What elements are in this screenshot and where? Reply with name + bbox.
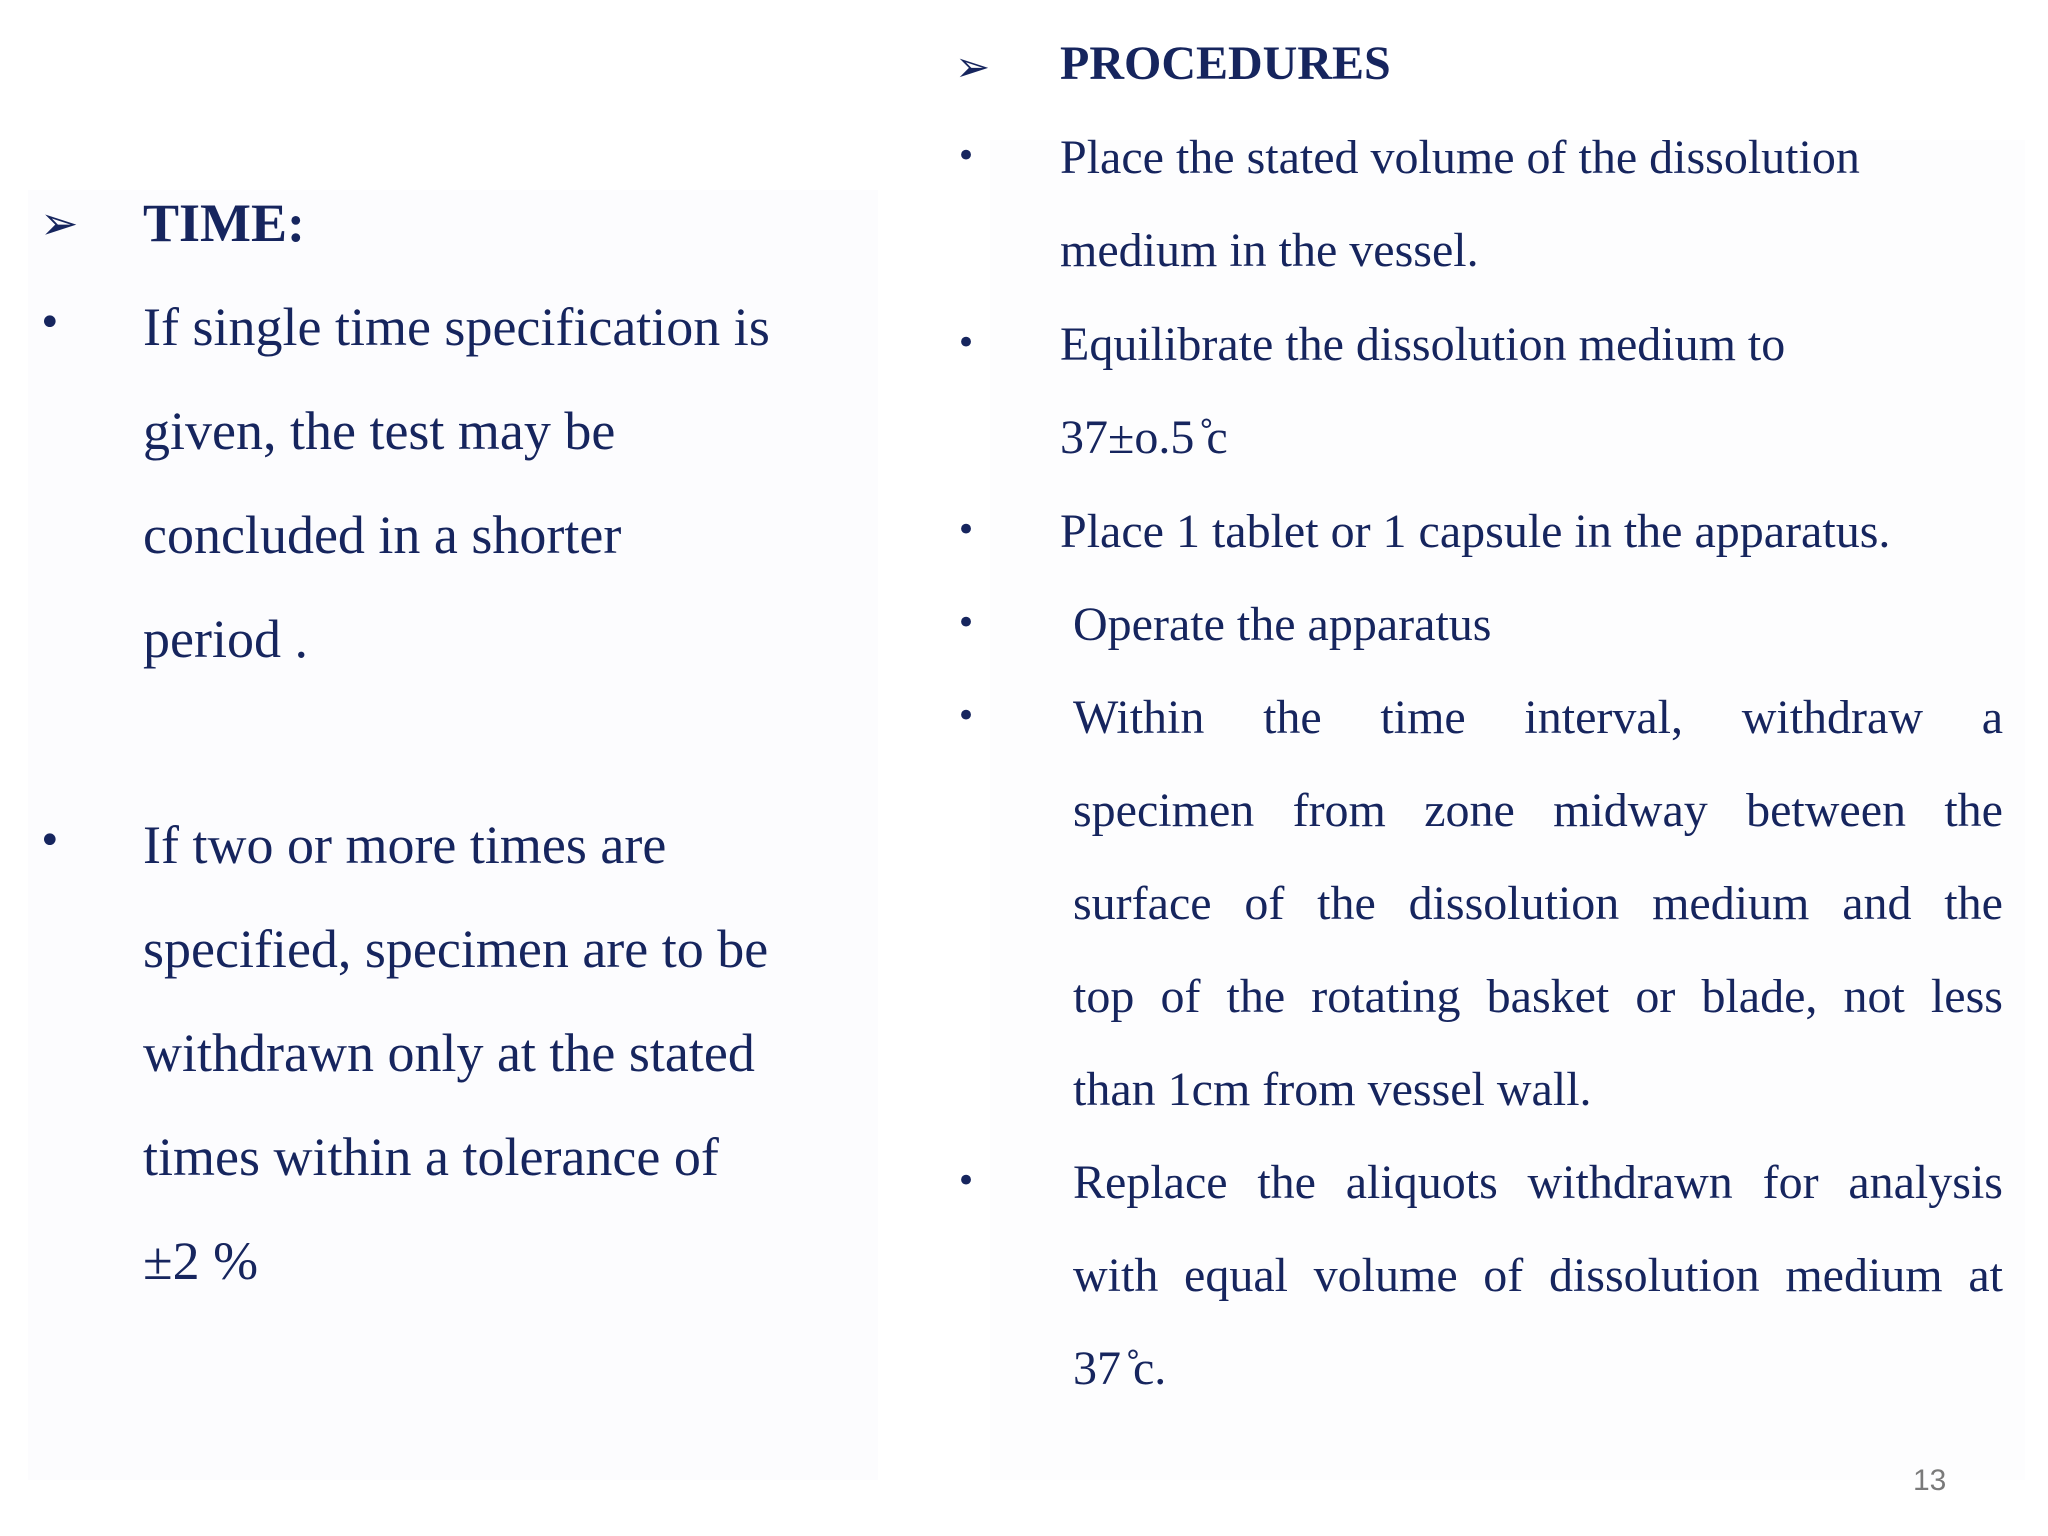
word: the <box>1317 877 1376 930</box>
word: blade, <box>1701 970 1818 1023</box>
word: at <box>1968 1249 2003 1302</box>
text-line: concluded in a shorter <box>143 505 622 565</box>
text-line: If single time specification is <box>143 297 770 357</box>
bullet-icon: • <box>38 300 62 346</box>
word: midway <box>1553 784 1708 837</box>
word: or <box>1635 970 1676 1023</box>
word: withdraw <box>1741 691 1923 744</box>
text-line: ±2 % <box>143 1231 259 1291</box>
text-line <box>1073 876 2003 931</box>
page-number: 13 <box>1913 1464 1947 1497</box>
text-line: times within a tolerance of <box>143 1127 719 1187</box>
word: of <box>1160 970 1201 1023</box>
word: Within <box>1073 691 1205 744</box>
word: zone <box>1424 784 1515 837</box>
word: the <box>1263 691 1322 744</box>
text-line <box>1073 1248 2003 1303</box>
word: a <box>1981 691 2003 744</box>
word: basket <box>1486 970 1610 1023</box>
text-line: Equilibrate the dissolution medium to <box>1060 318 1786 371</box>
text-line <box>1073 783 2003 838</box>
word: interval, <box>1524 691 1684 744</box>
text-line: 37±o.5 ̊c <box>1060 411 1228 464</box>
bullet-icon: • <box>38 818 62 864</box>
word: rotating <box>1311 970 1461 1023</box>
bullet-icon: • <box>956 136 977 176</box>
word: surface <box>1073 877 1212 930</box>
word: the <box>1257 1156 1316 1209</box>
word: of <box>1244 877 1285 930</box>
bullet-icon: • <box>956 510 977 550</box>
bullet-icon: • <box>956 1161 977 1201</box>
word: medium <box>1785 1249 1943 1302</box>
text-line <box>1073 690 2003 745</box>
word: time <box>1380 691 1466 744</box>
word: withdrawn <box>1527 1156 1733 1209</box>
arrow-bullet-icon: ➢ <box>955 42 991 91</box>
bullet-icon: • <box>956 323 977 363</box>
word: volume <box>1313 1249 1458 1302</box>
word: not <box>1843 970 1905 1023</box>
text-line: Place the stated volume of the dissolution <box>1060 131 1860 184</box>
word: medium <box>1652 877 1810 930</box>
word: specimen <box>1073 784 1255 837</box>
text-line: given, the test may be <box>143 401 616 461</box>
word: from <box>1292 784 1386 837</box>
text-line: If two or more times are <box>143 815 667 875</box>
word: less <box>1930 970 2003 1023</box>
text-line: than 1cm from vessel wall. <box>1073 1063 1592 1116</box>
word: top <box>1073 970 1135 1023</box>
text-line: 37 ̊c. <box>1073 1342 1167 1395</box>
text-line: medium in the vessel. <box>1060 224 1479 277</box>
word: between <box>1746 784 1906 837</box>
word: Replace <box>1073 1156 1228 1209</box>
text-line: period . <box>143 609 308 669</box>
word: dissolution <box>1548 1249 1760 1302</box>
arrow-bullet-icon: ➢ <box>40 196 79 250</box>
text-line: Place 1 tablet or 1 capsule in the apparatus. <box>1060 505 1891 558</box>
word: dissolution <box>1408 877 1620 930</box>
text-line <box>1073 1155 2003 1210</box>
text-line: withdrawn only at the stated <box>143 1023 755 1083</box>
word: and <box>1842 877 1912 930</box>
bullet-icon: • <box>956 603 977 643</box>
word: the <box>1226 970 1286 1023</box>
word: aliquots <box>1345 1156 1498 1209</box>
word: for <box>1762 1156 1819 1209</box>
time-heading: TIME: <box>143 193 305 253</box>
word: the <box>1944 784 2003 837</box>
word: equal <box>1184 1249 1288 1302</box>
word: of <box>1483 1249 1524 1302</box>
text-line: Operate the apparatus <box>1073 598 1492 651</box>
word: the <box>1944 877 2003 930</box>
bullet-icon: • <box>956 696 977 736</box>
text-line: specified, specimen are to be <box>143 919 769 979</box>
text-line <box>1073 969 2003 1024</box>
procedures-heading: PROCEDURES <box>1060 37 1391 90</box>
word: analysis <box>1848 1156 2003 1209</box>
word: with <box>1073 1249 1159 1302</box>
